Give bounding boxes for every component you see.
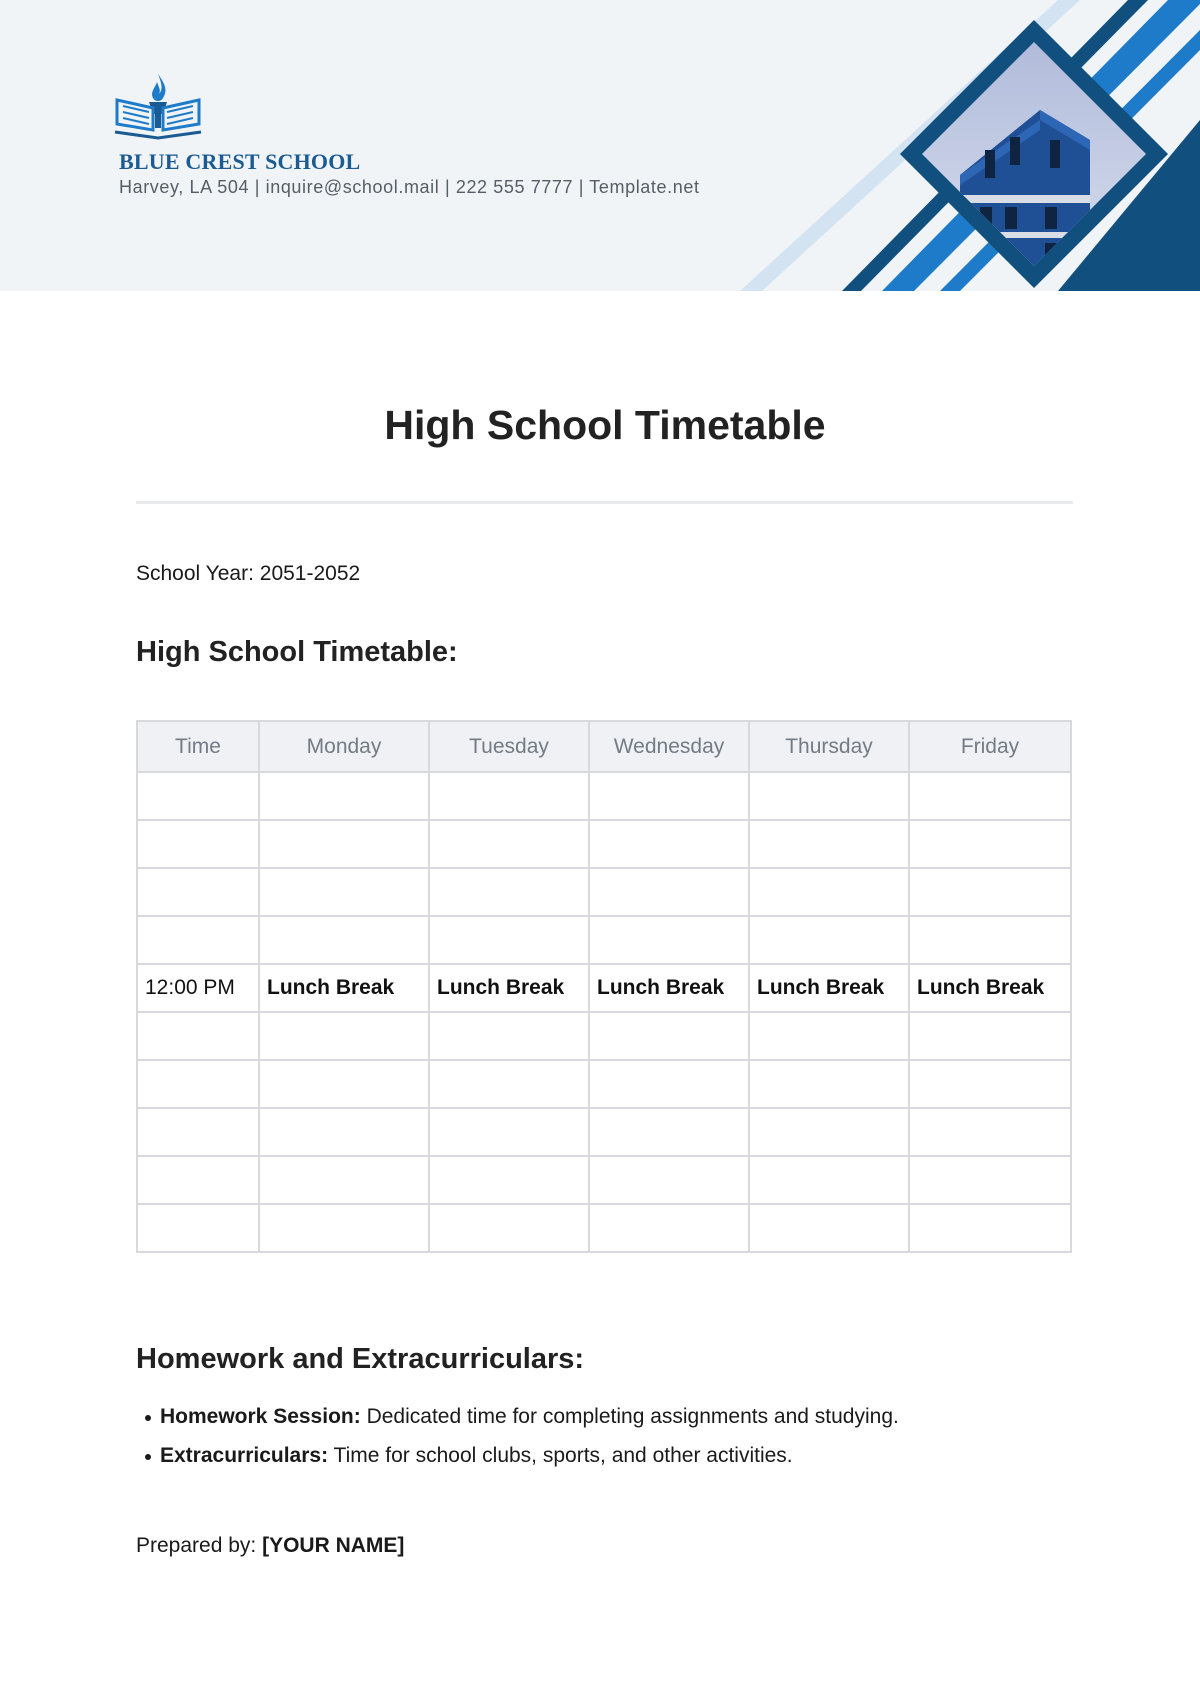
schedule-cell [429, 1156, 589, 1204]
schedule-cell [429, 772, 589, 820]
list-item-text: Dedicated time for completing assignments and studying. [360, 1405, 899, 1428]
schedule-cell [749, 1108, 909, 1156]
time-cell [137, 820, 259, 868]
schedule-cell [749, 1060, 909, 1108]
schedule-cell [429, 1012, 589, 1060]
schedule-cell [909, 772, 1071, 820]
extracurriculars-list [136, 1404, 1060, 1482]
extracurriculars-heading: Homework and Extracurriculars: [136, 1343, 585, 1375]
schedule-cell [589, 916, 749, 964]
schedule-cell [589, 1204, 749, 1252]
schedule-cell [909, 820, 1071, 868]
schedule-cell [909, 1012, 1071, 1060]
schedule-cell [749, 820, 909, 868]
column-header-wednesday: Wednesday [589, 721, 749, 772]
timetable-heading: High School Timetable: [136, 636, 458, 668]
schedule-cell [909, 868, 1071, 916]
schedule-cell [749, 772, 909, 820]
table-row [137, 820, 1071, 868]
column-header-thursday: Thursday [749, 721, 909, 772]
torch-book-logo-icon [113, 72, 203, 142]
school-name: BLUE CREST SCHOOL [119, 149, 361, 174]
table-row [137, 772, 1071, 820]
schedule-cell [259, 772, 429, 820]
page-header [0, 0, 1200, 291]
table-row [137, 1060, 1071, 1108]
schedule-cell [749, 1156, 909, 1204]
table-row [137, 1156, 1071, 1204]
schedule-cell [749, 1204, 909, 1252]
schedule-cell [589, 868, 749, 916]
schedule-cell: Lunch Break [749, 964, 909, 1012]
table-row [137, 1204, 1071, 1252]
list-item-text: Time for school clubs, sports, and other activities. [328, 1444, 793, 1467]
table-row [137, 1108, 1071, 1156]
schedule-cell [259, 1060, 429, 1108]
column-header-tuesday: Tuesday [429, 721, 589, 772]
schedule-cell [259, 1108, 429, 1156]
column-header-monday: Monday [259, 721, 429, 772]
schedule-cell [589, 1060, 749, 1108]
schedule-cell [589, 772, 749, 820]
time-cell [137, 868, 259, 916]
list-item-label: Extracurriculars: [160, 1444, 329, 1467]
schedule-cell: Lunch Break [429, 964, 589, 1012]
schedule-cell [589, 1012, 749, 1060]
school-contact: Harvey, LA 504 | inquire@school.mail | 222 555 7777 | Template.net [119, 177, 700, 197]
schedule-cell [259, 1156, 429, 1204]
schedule-cell [749, 1012, 909, 1060]
schedule-cell [429, 916, 589, 964]
time-cell [137, 772, 259, 820]
schedule-cell [259, 868, 429, 916]
schedule-cell [909, 1156, 1071, 1204]
schedule-cell [589, 1108, 749, 1156]
schedule-cell: Lunch Break [589, 964, 749, 1012]
header-decoration [0, 0, 1200, 291]
schedule-cell [909, 1204, 1071, 1252]
table-row [137, 1012, 1071, 1060]
schedule-cell [429, 1108, 589, 1156]
prepared-by-label: Prepared by: [136, 1534, 263, 1557]
time-cell [137, 1060, 259, 1108]
list-item [160, 1443, 1060, 1469]
page-title: High School Timetable [384, 402, 826, 448]
schedule-cell: Lunch Break [909, 964, 1071, 1012]
schedule-cell [259, 820, 429, 868]
timetable [136, 720, 1072, 1253]
schedule-cell [749, 868, 909, 916]
table-row [137, 964, 1071, 1012]
table-row [137, 868, 1071, 916]
schedule-cell [429, 820, 589, 868]
schedule-cell [259, 1204, 429, 1252]
time-cell: 12:00 PM [137, 964, 259, 1012]
list-item-label: Homework Session: [160, 1405, 361, 1428]
schedule-cell [429, 1060, 589, 1108]
schedule-cell [749, 916, 909, 964]
schedule-cell [909, 916, 1071, 964]
time-cell [137, 1012, 259, 1060]
schedule-cell [909, 1108, 1071, 1156]
schedule-cell [909, 1060, 1071, 1108]
column-header-friday: Friday [909, 721, 1071, 772]
schedule-cell [589, 820, 749, 868]
column-header-time: Time [137, 721, 259, 772]
list-item [160, 1404, 1060, 1430]
time-cell [137, 1204, 259, 1252]
schedule-cell [589, 1156, 749, 1204]
time-cell [137, 1108, 259, 1156]
schedule-cell [259, 1012, 429, 1060]
schedule-cell [259, 916, 429, 964]
schedule-cell: Lunch Break [259, 964, 429, 1012]
prepared-by-name: [YOUR NAME] [262, 1534, 405, 1557]
title-divider [136, 501, 1073, 504]
schedule-cell [429, 1204, 589, 1252]
prepared-by [136, 1534, 404, 1558]
table-row [137, 916, 1071, 964]
school-year: School Year: 2051-2052 [136, 562, 361, 585]
time-cell [137, 1156, 259, 1204]
time-cell [137, 916, 259, 964]
schedule-cell [429, 868, 589, 916]
timetable-header-row [137, 721, 1071, 772]
